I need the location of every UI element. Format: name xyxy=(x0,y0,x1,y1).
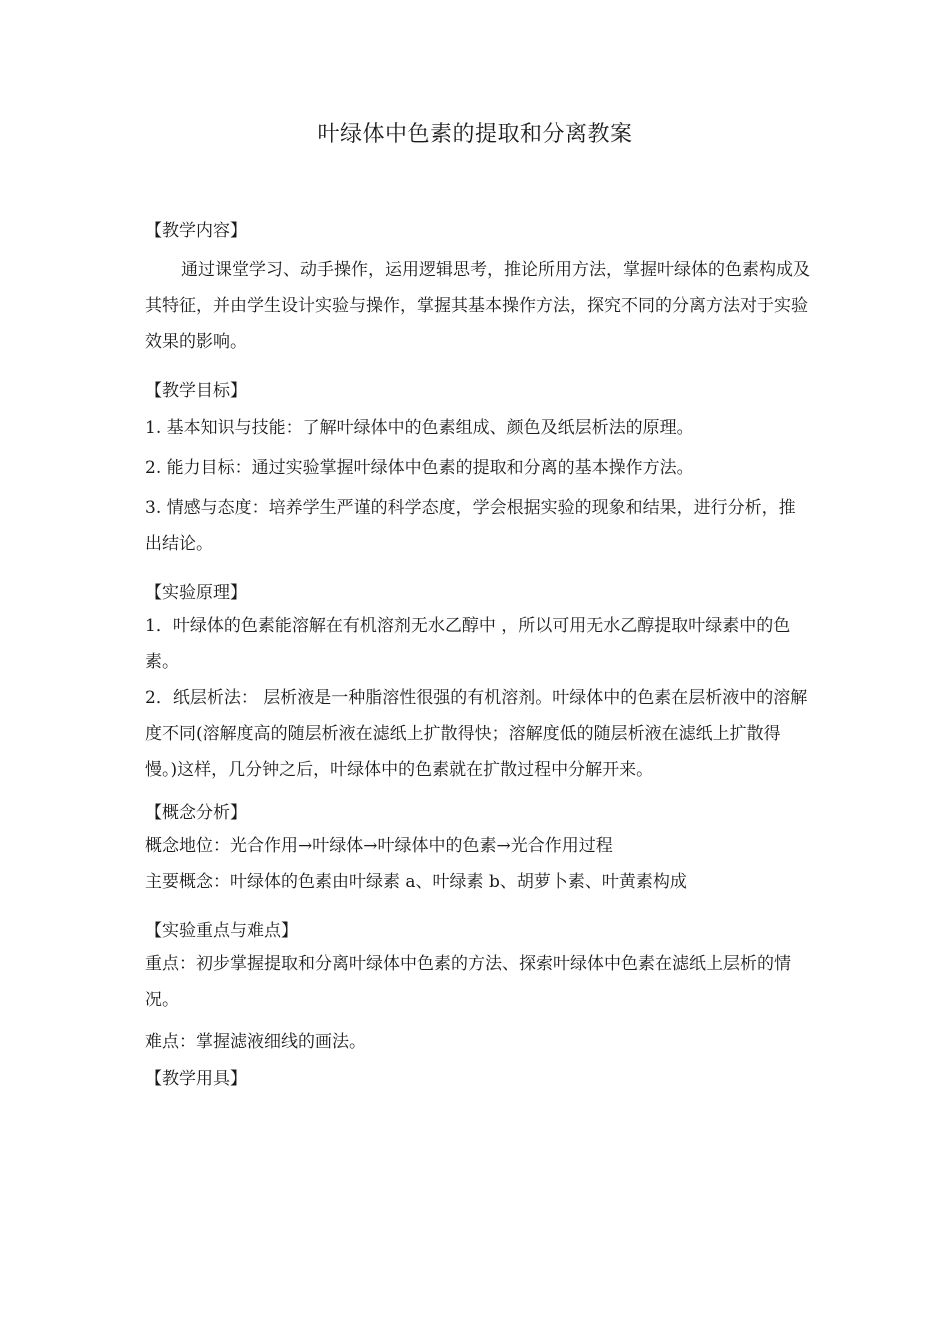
list-item: 概念地位：光合作用→叶绿体→叶绿体中的色素→光合作用过程 xyxy=(145,836,613,856)
section-paragraph: 通过课堂学习、动手操作，运用逻辑思考，推论所用方法，掌握叶绿体的色素构成及其特征，并由学生设计实验与操作，掌握其基本操作方法，探究不同的分离方法对于实验效果的影响。 xyxy=(145,260,810,352)
list-item: 2．纸层析法： 层析液是一种脂溶性很强的有机溶剂。叶绿体中的色素在层析液中的溶解度不同(溶解度高的随层析液在滤纸上扩散得快；溶解度低的随层析液在滤纸上扩散得慢。)这样，几分钟之后，叶绿体中的色素就在扩散过程中分解开来。 xyxy=(145,688,808,780)
document-title: 叶绿体中色素的提取和分离教案 xyxy=(317,122,633,147)
section-key-points xyxy=(145,916,810,1060)
section-concept-analysis xyxy=(145,798,810,900)
section-heading: 【实验原理】 xyxy=(145,583,247,603)
list-item: 3. 情感与态度：培养学生严谨的科学态度，学会根据实验的现象和结果，进行分析，推出结论。 xyxy=(145,498,796,554)
section-heading: 【概念分析】 xyxy=(145,803,247,823)
list-item: 主要概念：叶绿体的色素由叶绿素 a、叶绿素 b、胡萝卜素、叶黄素构成 xyxy=(145,872,687,892)
list-item: 重点：初步掌握提取和分离叶绿体中色素的方法、探索叶绿体中色素在滤纸上层析的情况。 xyxy=(145,954,791,1010)
list-item: 1. 基本知识与技能：了解叶绿体中的色素组成、颜色及纸层析法的原理。 xyxy=(145,418,694,438)
list-item: 2. 能力目标：通过实验掌握叶绿体中色素的提取和分离的基本操作方法。 xyxy=(145,458,694,478)
section-experiment-principle xyxy=(145,578,810,788)
section-heading: 【教学目标】 xyxy=(145,381,247,401)
section-teaching-tools xyxy=(145,1064,810,1094)
list-item: 难点：掌握滤液细线的画法。 xyxy=(145,1032,366,1052)
section-heading: 【教学用具】 xyxy=(145,1069,247,1089)
section-heading: 【教学内容】 xyxy=(145,221,247,241)
section-teaching-content xyxy=(145,216,810,360)
document-body xyxy=(145,216,810,1094)
section-heading: 【实验重点与难点】 xyxy=(145,921,298,941)
section-teaching-goals xyxy=(145,376,810,562)
list-item: 1．叶绿体的色素能溶解在有机溶剂无水乙醇中 ，所以可用无水乙醇提取叶绿素中的色素。 xyxy=(145,616,791,672)
